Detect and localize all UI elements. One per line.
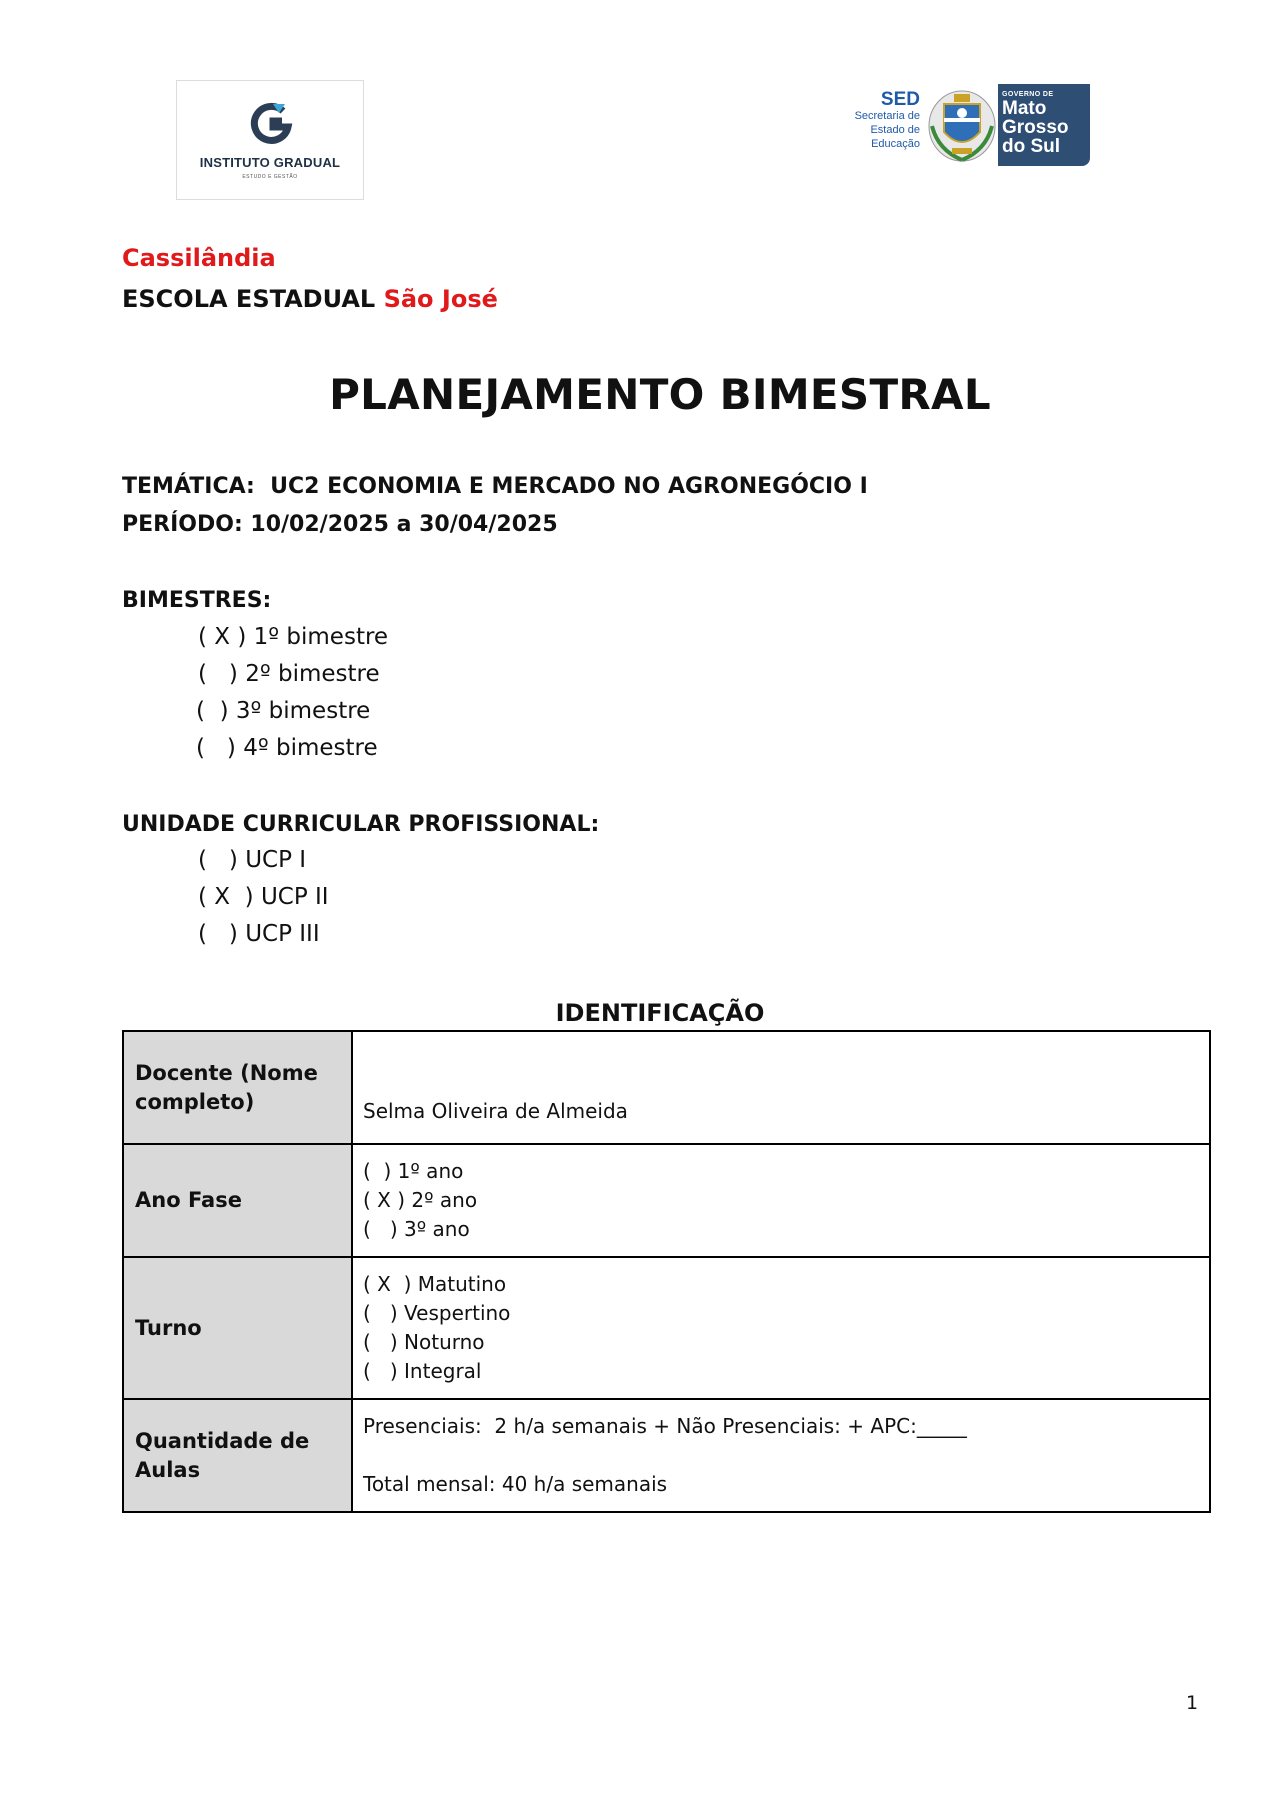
page-title: PLANEJAMENTO BIMESTRAL <box>329 370 991 419</box>
ucp-option: ( ) UCP III <box>198 921 320 947</box>
value-line: ( ) Noturno <box>363 1330 485 1354</box>
table-row <box>123 1257 1210 1399</box>
logo-tagline: ESTUDO E GESTÃO <box>242 174 298 180</box>
bimestre-option: ( ) 2º bimestre <box>198 661 380 687</box>
gov-name-line: Mato <box>1002 98 1047 119</box>
school-prefix: ESCOLA ESTADUAL <box>122 285 384 313</box>
page-number: 1 <box>1186 1692 1199 1714</box>
periodo-line: PERÍODO: 10/02/2025 a 30/04/2025 <box>122 512 558 537</box>
ucp-label: UNIDADE CURRICULAR PROFISSIONAL: <box>122 812 600 837</box>
bimestre-option: ( X ) 1º bimestre <box>198 624 389 650</box>
bimestre-option: ( ) 4º bimestre <box>196 735 378 761</box>
identificacao-table <box>122 1030 1211 1513</box>
row-key: Ano Fase <box>123 1144 352 1257</box>
ucp-option: ( X ) UCP II <box>198 884 329 910</box>
g-logo-icon <box>249 101 293 147</box>
table-row <box>123 1399 1210 1512</box>
value-line <box>363 1441 1199 1470</box>
sed-text-block <box>820 90 920 151</box>
value-line: ( ) Integral <box>363 1359 482 1383</box>
gov-name-line: do Sul <box>1002 136 1061 157</box>
value-line <box>363 1050 1199 1079</box>
sed-title: SED <box>880 89 920 110</box>
value-line: Total mensal: 40 h/a semanais <box>363 1472 668 1496</box>
value-line: ( ) 1º ano <box>363 1159 464 1183</box>
sed-line: Secretaria de <box>854 110 920 122</box>
tematica-line: TEMÁTICA: UC2 ECONOMIA E MERCADO NO AGRONEGÓCIO I <box>122 474 868 499</box>
table-row <box>123 1144 1210 1257</box>
sed-line: Estado de <box>870 124 920 136</box>
value-line: ( ) 3º ano <box>363 1217 470 1241</box>
value-line: ( ) Vespertino <box>363 1301 511 1325</box>
governo-ms-box <box>998 84 1090 166</box>
row-value <box>352 1399 1210 1512</box>
bimestres-label: BIMESTRES: <box>122 588 272 613</box>
docente-name: Selma Oliveira de Almeida <box>363 1098 628 1123</box>
sed-line: Educação <box>871 138 920 150</box>
table-row <box>123 1031 1210 1144</box>
row-key: Docente (Nome completo) <box>123 1031 352 1144</box>
gov-name-line: Grosso <box>1002 117 1069 138</box>
value-line: ( X ) Matutino <box>363 1272 507 1296</box>
row-key: Turno <box>123 1257 352 1399</box>
row-key: Quantidade de Aulas <box>123 1399 352 1512</box>
school-name: São José <box>383 285 498 313</box>
row-value <box>352 1144 1210 1257</box>
sed-ms-logo <box>820 82 1090 166</box>
row-value <box>352 1257 1210 1399</box>
identificacao-heading: IDENTIFICAÇÃO <box>555 999 765 1027</box>
value-line: Presenciais: 2 h/a semanais + Não Presenciais: + APC:_____ <box>363 1414 967 1438</box>
value-line: ( X ) 2º ano <box>363 1188 478 1212</box>
row-value <box>352 1031 1210 1144</box>
gov-label: GOVERNO DE <box>1002 91 1054 98</box>
logo-brand-name: INSTITUTO GRADUAL <box>199 155 341 170</box>
state-crest-icon <box>924 86 1000 164</box>
city-name: Cassilândia <box>122 244 276 272</box>
school-line <box>122 285 498 313</box>
instituto-gradual-logo <box>176 80 364 200</box>
bimestre-option: ( ) 3º bimestre <box>196 698 371 724</box>
ucp-option: ( ) UCP I <box>198 847 307 873</box>
